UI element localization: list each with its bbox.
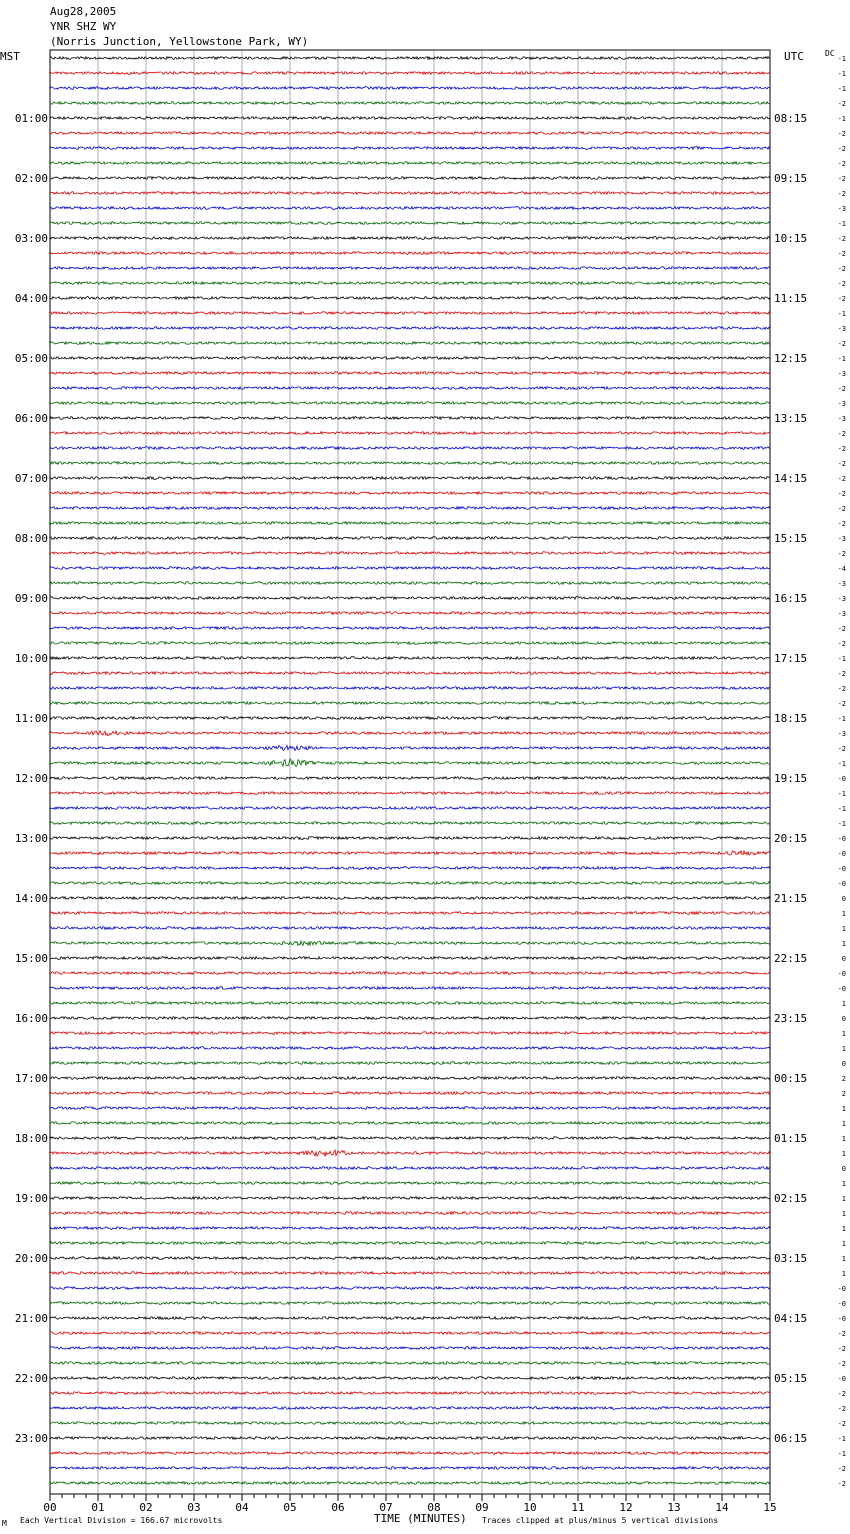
dc-offset-label: 1: [841, 1270, 846, 1278]
utc-hour-label: 06:15: [774, 1432, 808, 1445]
mst-hour-label: 23:00: [14, 1432, 48, 1445]
dc-offset-label: -3: [837, 370, 846, 378]
dc-offset-label: -1: [837, 55, 846, 63]
seismic-trace: [50, 1437, 770, 1440]
utc-hour-label: 04:15: [774, 1312, 808, 1325]
dc-offset-label: -3: [837, 535, 846, 543]
utc-hour-label: 14:15: [774, 472, 808, 485]
seismic-trace: [50, 642, 770, 645]
seismic-trace: [50, 1017, 770, 1020]
mst-hour-label: 05:00: [14, 352, 48, 365]
x-tick-label: 04: [235, 1501, 249, 1514]
mst-hour-label: 08:00: [14, 532, 48, 545]
utc-hour-label: 10:15: [774, 232, 808, 245]
seismic-trace: [50, 672, 770, 675]
x-tick-label: 00: [43, 1501, 57, 1514]
dc-offset-label: -2: [837, 1465, 846, 1473]
seismic-trace: [50, 117, 770, 120]
seismic-trace: [50, 447, 770, 450]
seismic-trace: [50, 1122, 770, 1125]
mst-hour-label: 13:00: [14, 832, 48, 845]
dc-offset-label: -3: [837, 205, 846, 213]
seismic-trace: [50, 1077, 770, 1080]
seismic-trace: [50, 1392, 770, 1395]
seismic-trace: [50, 1482, 770, 1485]
seismic-trace: [50, 357, 770, 360]
mst-hour-label: 07:00: [14, 472, 48, 485]
dc-offset-label: -2: [837, 145, 846, 153]
dc-offset-label: 1: [841, 1045, 846, 1053]
seismic-trace: [50, 1347, 770, 1350]
x-tick-label: 09: [475, 1501, 489, 1514]
dc-offset-label: -3: [837, 400, 846, 408]
dc-offset-label: 0: [841, 1060, 846, 1068]
seismic-trace: [50, 162, 770, 165]
x-tick-label: 08: [427, 1501, 441, 1514]
dc-offset-label: -1: [837, 1435, 846, 1443]
station-code: YNR SHZ WY: [50, 20, 117, 33]
seismic-trace: [50, 627, 770, 630]
dc-offset-label: -1: [837, 115, 846, 123]
mst-hour-label: 22:00: [14, 1372, 48, 1385]
dc-offset-label: -2: [837, 1345, 846, 1353]
dc-offset-label: -0: [837, 865, 846, 873]
dc-offset-label: 0: [841, 895, 846, 903]
seismic-trace: [50, 1167, 770, 1170]
dc-offset-label: -0: [837, 775, 846, 783]
dc-offset-label: -1: [837, 355, 846, 363]
vertical-division-note: Each Vertical Division = 166.67 microvolts: [20, 1516, 223, 1525]
utc-hour-label: 03:15: [774, 1252, 808, 1265]
utc-hour-label: 18:15: [774, 712, 808, 725]
dc-offset-label: -1: [837, 790, 846, 798]
dc-offset-label: -3: [837, 580, 846, 588]
dc-offset-label: -0: [837, 850, 846, 858]
dc-offset-label: 1: [841, 910, 846, 918]
mst-hour-label: 17:00: [14, 1072, 48, 1085]
seismic-trace: [50, 237, 770, 240]
dc-offset-label: 1: [841, 1030, 846, 1038]
seismic-trace: [50, 1452, 770, 1455]
seismic-trace: [50, 567, 770, 570]
seismic-trace: [50, 402, 770, 405]
seismic-trace: [50, 252, 770, 255]
utc-hour-label: 21:15: [774, 892, 808, 905]
dc-offset-label: -2: [837, 490, 846, 498]
seismic-trace: [50, 807, 770, 810]
utc-hour-label: 15:15: [774, 532, 808, 545]
seismic-trace: [50, 822, 770, 825]
x-tick-label: 02: [139, 1501, 153, 1514]
dc-offset-label: -3: [837, 610, 846, 618]
seismic-trace: [50, 312, 770, 315]
dc-label: DC: [825, 49, 835, 58]
dc-offset-label: -2: [837, 1390, 846, 1398]
dc-offset-label: -2: [837, 235, 846, 243]
dc-offset-label: 1: [841, 1135, 846, 1143]
dc-offset-label: -2: [837, 1330, 846, 1338]
dc-offset-label: 1: [841, 1180, 846, 1188]
mst-hour-label: 02:00: [14, 172, 48, 185]
seismic-trace: [50, 1212, 770, 1215]
seismic-trace: [50, 657, 770, 660]
seismic-trace: [50, 207, 770, 210]
seismic-trace: [50, 147, 770, 150]
dc-offset-label: -2: [837, 1360, 846, 1368]
seismic-trace: [50, 1032, 770, 1035]
dc-offset-label: -1: [837, 1450, 846, 1458]
dc-offset-label: -2: [837, 445, 846, 453]
dc-offset-label: -2: [837, 385, 846, 393]
x-tick-label: 13: [667, 1501, 681, 1514]
dc-offset-label: -1: [837, 655, 846, 663]
dc-offset-label: 0: [841, 955, 846, 963]
utc-hour-label: 20:15: [774, 832, 808, 845]
seismic-trace: [50, 522, 770, 525]
dc-offset-label: -0: [837, 835, 846, 843]
seismic-trace: [50, 927, 770, 930]
dc-offset-label: -0: [837, 1300, 846, 1308]
x-tick-label: 14: [715, 1501, 729, 1514]
seismic-trace: [50, 222, 770, 225]
dc-offset-label: -2: [837, 130, 846, 138]
mst-hour-label: 01:00: [14, 112, 48, 125]
dc-offset-label: -2: [837, 745, 846, 753]
clip-note: Traces clipped at plus/minus 5 vertical divisions: [482, 1516, 719, 1525]
seismic-trace: [50, 612, 770, 615]
x-tick-label: 12: [619, 1501, 633, 1514]
seismic-trace: [50, 1197, 770, 1200]
seismic-trace: [50, 132, 770, 135]
seismic-trace: [50, 267, 770, 270]
utc-hour-label: 12:15: [774, 352, 808, 365]
seismic-trace: [50, 1407, 770, 1410]
seismic-trace: [50, 1182, 770, 1185]
seismic-trace: [50, 1002, 770, 1005]
seismic-trace: [50, 941, 770, 945]
dc-offset-label: -4: [837, 565, 846, 573]
seismic-trace: [50, 417, 770, 420]
utc-hour-label: 09:15: [774, 172, 808, 185]
seismic-trace: [50, 582, 770, 585]
seismic-trace: [50, 987, 770, 990]
x-tick-label: 05: [283, 1501, 297, 1514]
seismic-trace: [50, 342, 770, 345]
seismic-trace: [50, 1062, 770, 1065]
dc-offset-label: -2: [837, 100, 846, 108]
seismic-trace: [50, 1150, 770, 1157]
dc-offset-label: -0: [837, 1285, 846, 1293]
seismic-trace: [50, 282, 770, 285]
seismic-trace: [50, 1227, 770, 1230]
seismic-trace: [50, 957, 770, 960]
seismic-trace: [50, 746, 770, 751]
mst-hour-label: 06:00: [14, 412, 48, 425]
mst-hour-label: 09:00: [14, 592, 48, 605]
dc-offset-label: -2: [837, 265, 846, 273]
x-tick-label: 06: [331, 1501, 345, 1514]
seismic-trace: [50, 177, 770, 180]
seismic-trace: [50, 57, 770, 60]
seismic-trace: [50, 912, 770, 915]
seismic-trace: [50, 1092, 770, 1095]
x-tick-label: 03: [187, 1501, 201, 1514]
dc-offset-label: -1: [837, 70, 846, 78]
dc-offset-label: 1: [841, 940, 846, 948]
dc-offset-label: -2: [837, 520, 846, 528]
seismic-trace: [50, 192, 770, 195]
dc-offset-label: 2: [841, 1075, 846, 1083]
mst-hour-label: 20:00: [14, 1252, 48, 1265]
dc-offset-label: -2: [837, 475, 846, 483]
dc-offset-label: -2: [837, 430, 846, 438]
mst-hour-label: 21:00: [14, 1312, 48, 1325]
dc-offset-label: 1: [841, 1195, 846, 1203]
seismic-trace: [50, 1272, 770, 1275]
dc-offset-label: -3: [837, 325, 846, 333]
mst-axis-label: MST: [0, 50, 20, 63]
seismic-trace: [50, 837, 770, 840]
seismic-trace: [50, 1302, 770, 1305]
dc-offset-label: -0: [837, 1375, 846, 1383]
mst-hour-label: 18:00: [14, 1132, 48, 1145]
mst-hour-label: 15:00: [14, 952, 48, 965]
dc-offset-label: 0: [841, 1015, 846, 1023]
station-location: (Norris Junction, Yellowstone Park, WY): [50, 35, 309, 48]
dc-offset-label: -2: [837, 295, 846, 303]
dc-offset-label: -2: [837, 670, 846, 678]
seismic-trace: [50, 792, 770, 795]
dc-offset-label: -2: [837, 1405, 846, 1413]
dc-offset-label: 1: [841, 925, 846, 933]
x-tick-label: 07: [379, 1501, 393, 1514]
mst-hour-label: 10:00: [14, 652, 48, 665]
dc-offset-label: 1: [841, 1255, 846, 1263]
x-tick-label: 11: [571, 1501, 585, 1514]
seismic-trace: [50, 882, 770, 885]
seismic-trace: [50, 1242, 770, 1245]
dc-offset-label: -2: [837, 685, 846, 693]
utc-axis-label: UTC: [784, 50, 804, 63]
seismic-trace: [50, 102, 770, 105]
dc-offset-label: -2: [837, 1480, 846, 1488]
seismic-trace: [50, 72, 770, 75]
dc-offset-label: -1: [837, 715, 846, 723]
utc-hour-label: 05:15: [774, 1372, 808, 1385]
dc-offset-label: -2: [837, 160, 846, 168]
mst-hour-label: 04:00: [14, 292, 48, 305]
x-tick-label: 10: [523, 1501, 537, 1514]
seismic-trace: [50, 1107, 770, 1110]
dc-offset-label: 1: [841, 1225, 846, 1233]
dc-offset-label: 1: [841, 1105, 846, 1113]
dc-offset-label: -2: [837, 340, 846, 348]
dc-offset-label: -0: [837, 1315, 846, 1323]
seismic-trace: [50, 297, 770, 300]
dc-offset-label: -1: [837, 820, 846, 828]
dc-offset-label: -1: [837, 85, 846, 93]
seismic-trace: [50, 492, 770, 495]
mst-hour-label: 03:00: [14, 232, 48, 245]
seismic-trace: [50, 1467, 770, 1470]
x-tick-label: 15: [763, 1501, 777, 1514]
dc-offset-label: 2: [841, 1090, 846, 1098]
seismic-trace: [50, 597, 770, 600]
x-tick-label: 01: [91, 1501, 105, 1514]
seismic-trace: [50, 851, 770, 855]
seismic-trace: [50, 897, 770, 900]
mst-hour-label: 19:00: [14, 1192, 48, 1205]
dc-offset-label: -3: [837, 730, 846, 738]
seismic-trace: [50, 972, 770, 975]
mst-hour-label: 16:00: [14, 1012, 48, 1025]
seismic-trace: [50, 1377, 770, 1380]
seismic-trace: [50, 1422, 770, 1425]
utc-hour-label: 00:15: [774, 1072, 808, 1085]
corner-mark: M: [2, 1519, 7, 1528]
seismic-trace: [50, 702, 770, 705]
utc-hour-label: 13:15: [774, 412, 808, 425]
dc-offset-label: -2: [837, 460, 846, 468]
seismic-trace: [50, 717, 770, 720]
seismic-trace: [50, 867, 770, 870]
dc-offset-label: 1: [841, 1210, 846, 1218]
seismic-trace: [50, 759, 770, 767]
seismic-trace: [50, 327, 770, 330]
utc-hour-label: 23:15: [774, 1012, 808, 1025]
seismic-trace: [50, 777, 770, 780]
dc-offset-label: 1: [841, 1120, 846, 1128]
seismic-trace: [50, 507, 770, 510]
utc-hour-label: 16:15: [774, 592, 808, 605]
utc-hour-label: 22:15: [774, 952, 808, 965]
mst-hour-label: 14:00: [14, 892, 48, 905]
dc-offset-label: -2: [837, 550, 846, 558]
seismic-trace: [50, 1317, 770, 1320]
utc-hour-label: 01:15: [774, 1132, 808, 1145]
seismic-trace: [50, 537, 770, 540]
dc-offset-label: -1: [837, 310, 846, 318]
dc-offset-label: 1: [841, 1150, 846, 1158]
dc-offset-label: -1: [837, 760, 846, 768]
dc-offset-label: -2: [837, 1420, 846, 1428]
dc-offset-label: 1: [841, 1000, 846, 1008]
dc-offset-label: -0: [837, 985, 846, 993]
utc-hour-label: 17:15: [774, 652, 808, 665]
dc-offset-label: -2: [837, 625, 846, 633]
x-axis-title: TIME (MINUTES): [374, 1512, 467, 1525]
plot-date: Aug28,2005: [50, 5, 117, 18]
seismic-trace: [50, 87, 770, 90]
seismic-trace: [50, 1047, 770, 1050]
utc-hour-label: 02:15: [774, 1192, 808, 1205]
utc-hour-label: 11:15: [774, 292, 808, 305]
dc-offset-label: -2: [837, 190, 846, 198]
dc-offset-label: -1: [837, 805, 846, 813]
dc-offset-label: -2: [837, 175, 846, 183]
mst-hour-label: 11:00: [14, 712, 48, 725]
utc-hour-label: 08:15: [774, 112, 808, 125]
seismic-trace: [50, 372, 770, 375]
seismic-trace: [50, 687, 770, 690]
dc-offset-label: -1: [837, 220, 846, 228]
utc-hour-label: 19:15: [774, 772, 808, 785]
seismic-trace: [50, 1362, 770, 1365]
dc-offset-label: 0: [841, 1165, 846, 1173]
dc-offset-label: -0: [837, 970, 846, 978]
dc-offset-label: 1: [841, 1240, 846, 1248]
seismic-trace: [50, 1287, 770, 1290]
seismic-trace: [50, 477, 770, 480]
seismic-trace: [50, 387, 770, 390]
seismic-trace: [50, 1332, 770, 1335]
dc-offset-label: -0: [837, 880, 846, 888]
dc-offset-label: -3: [837, 595, 846, 603]
dc-offset-label: -2: [837, 250, 846, 258]
seismic-trace: [50, 731, 770, 736]
dc-offset-label: -2: [837, 280, 846, 288]
dc-offset-label: -2: [837, 640, 846, 648]
seismic-trace: [50, 1257, 770, 1260]
dc-offset-label: -3: [837, 415, 846, 423]
dc-offset-label: -2: [837, 700, 846, 708]
seismic-trace: [50, 462, 770, 465]
dc-offset-label: -2: [837, 505, 846, 513]
seismic-trace: [50, 552, 770, 555]
seismic-trace: [50, 1137, 770, 1140]
mst-hour-label: 12:00: [14, 772, 48, 785]
seismic-trace: [50, 432, 770, 435]
